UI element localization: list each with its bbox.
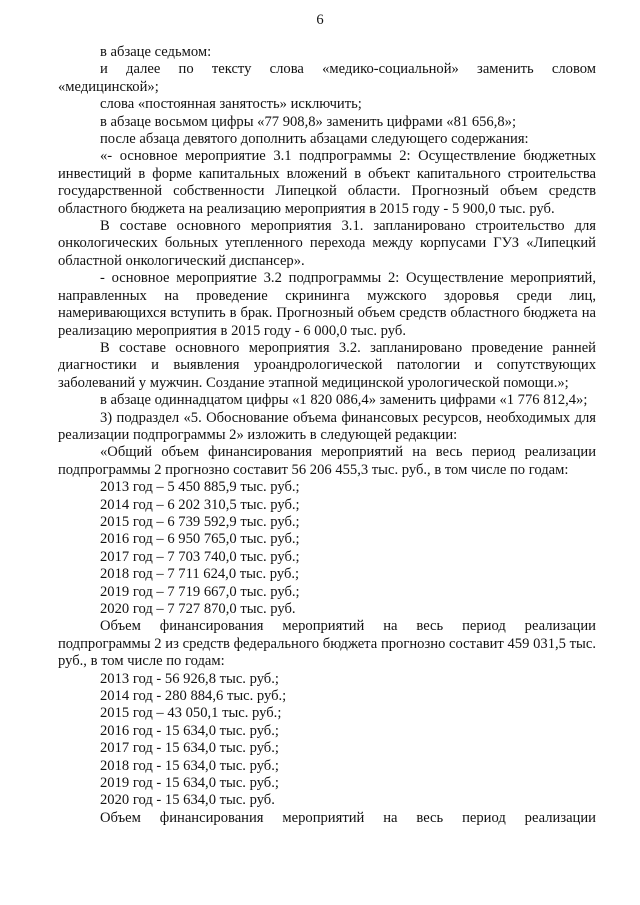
paragraph: 2015 год – 6 739 592,9 тыс. руб.; <box>100 513 300 530</box>
paragraph: в абзаце одиннадцатом цифры «1 820 086,4» заменить цифрами «1 776 812,4»; <box>100 392 588 409</box>
paragraph: - основное мероприятие 3.2 подпрограммы 2: Осуществление мероприятий, направленных на проведение скрининга мужского здоровья среди лиц, намеривающихся вступить в брак. Прогнозный объем средств областного бюджета на реализацию мероприятия в 2015 году - 6 000,0 тыс. руб. <box>58 270 596 339</box>
document-body <box>58 44 596 827</box>
paragraph: 2017 год – 7 703 740,0 тыс. руб.; <box>100 548 300 565</box>
paragraph: 2017 год - 15 634,0 тыс. руб.; <box>100 740 279 757</box>
paragraph: 3) подраздел «5. Обоснование объема финансовых ресурсов, необходимых для реализации подпрограммы 2» изложить в следующей редакции: <box>58 409 596 443</box>
paragraph: и далее по тексту слова «медико-социальной» заменить словом «медицинской»; <box>58 61 596 95</box>
paragraph: в абзаце седьмом: <box>100 44 212 60</box>
paragraph: 2018 год - 15 634,0 тыс. руб.; <box>100 757 279 774</box>
paragraph: В составе основного мероприятия 3.2. запланировано проведение ранней диагностики и выявления уроандрологической патологии и сопутствующих заболеваний у мужчин. Создание этапной медицинской урологической помощи.»; <box>58 339 596 391</box>
paragraph: «Общий объем финансирования мероприятий на весь период реализации подпрограммы 2 прогнозно составит 56 206 455,3 тыс. руб., в том числе по годам: <box>58 444 596 478</box>
paragraph: 2014 год - 280 884,6 тыс. руб.; <box>100 688 287 705</box>
paragraph: В составе основного мероприятия 3.1. запланировано строительство для онкологических больных утепленного перехода между корпусами ГУЗ «Липецкий областной онкологический диспансер». <box>58 218 596 269</box>
paragraph: в абзаце восьмом цифры «77 908,8» заменить цифрами «81 656,8»; <box>100 113 517 130</box>
paragraph: 2014 год – 6 202 310,5 тыс. руб.; <box>100 496 300 513</box>
paragraph: Объем финансирования мероприятий на весь период реализации <box>100 809 596 826</box>
paragraph: 2015 год – 43 050,1 тыс. руб.; <box>100 705 282 722</box>
paragraph: Объем финансирования мероприятий на весь период реализации подпрограммы 2 из средств федерального бюджета прогнозно составит 459 031,5 тыс. руб., в том числе по годам: <box>58 618 596 670</box>
paragraph: 2013 год – 5 450 885,9 тыс. руб.; <box>100 479 300 496</box>
paragraph: 2016 год - 15 634,0 тыс. руб.; <box>100 722 279 739</box>
paragraph: 2020 год – 7 727 870,0 тыс. руб. <box>100 601 296 617</box>
page-number: 6 <box>316 12 324 28</box>
paragraph: слова «постоянная занятость» исключить; <box>100 96 362 113</box>
paragraph: 2020 год - 15 634,0 тыс. руб. <box>100 792 275 809</box>
paragraph: 2013 год - 56 926,8 тыс. руб.; <box>100 670 279 687</box>
paragraph: 2019 год – 7 719 667,0 тыс. руб.; <box>100 583 300 600</box>
paragraph: 2019 год - 15 634,0 тыс. руб.; <box>100 775 279 792</box>
paragraph: 2016 год – 6 950 765,0 тыс. руб.; <box>100 531 300 548</box>
paragraph: 2018 год – 7 711 624,0 тыс. руб.; <box>100 566 300 583</box>
paragraph: после абзаца девятого дополнить абзацами следующего содержания: <box>100 131 529 148</box>
paragraph: «- основное мероприятие 3.1 подпрограммы 2: Осуществление бюджетных инвестиций в форме капитальных вложений в объект капитального строительства государственной собственности Липецкой области. Прогнозный объем средств областного бюджета на реализацию мероприятия в 2015 году - 5 900,0 тыс. руб. <box>58 148 596 217</box>
